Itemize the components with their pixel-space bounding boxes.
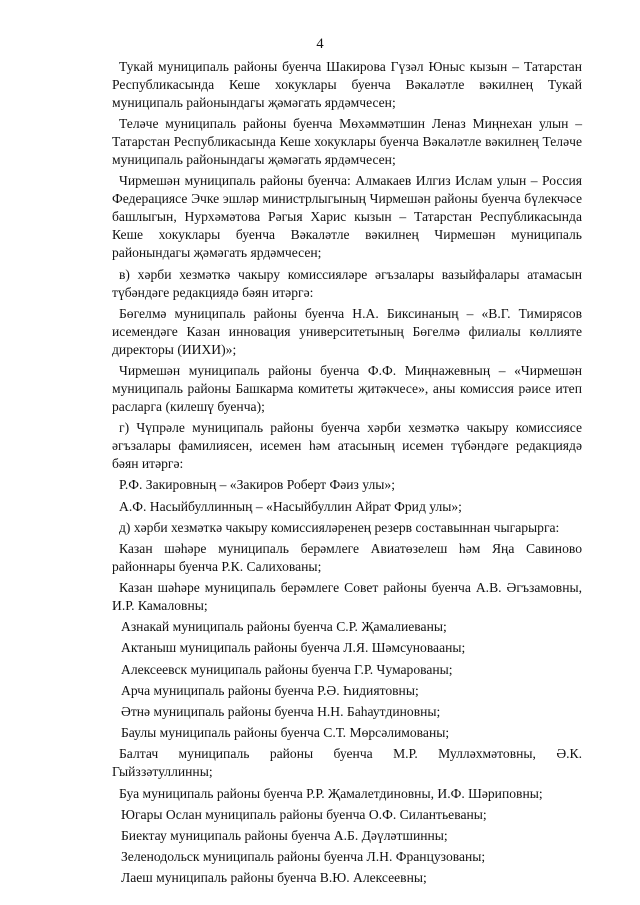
list-item: Биектау муниципаль районы буенча А.Б. Дәүләтшинны; [121, 827, 448, 843]
paragraph: Р.Ф. Закировның – «Закиров Роберт Фәиз улы»; [119, 477, 395, 493]
list-item: Лаеш муниципаль районы буенча В.Ю. Алексеевны; [121, 870, 427, 886]
list-item: Азнакай муниципаль районы буенча С.Р. Җамалиеваны; [121, 619, 447, 635]
paragraph: Казан шәһәре муниципаль берәмлеге Авиатөзелеш һәм Яңа Савиново районнары буенча Р.К. Салихованы; [112, 540, 582, 574]
paragraph: Чирмешән муниципаль районы буенча Ф.Ф. Миңнажевның – «Чирмешән муниципаль районы Башкарма комитеты җитәкчесе», аны комиссия рәисе итеп расларга (килешү буенча); [112, 362, 582, 414]
list-item: Алексеевск муниципаль районы буенча Г.Р. Чумарованы; [121, 661, 453, 677]
paragraph: Чирмешән муниципаль районы буенча: Алмакаев Илгиз Ислам улын – Россия Федерациясе Эчке эшләр министрлыгының Чирмешән районы буенча бүлекчәсе башлыгын, Нурхәмәтова Рәгыя Харис кызын – Татарстан Республикасында Кеше хокуклары буенча Вәкаләтле вәкилнең Чирмешән муниципаль районындагы җәмәгать ярдәмчесен; [112, 173, 582, 261]
page-number: 4 [316, 36, 324, 52]
paragraph: г) Чүпрәле муниципаль районы буенча хәрби хезмәткә чакыру комиссиясе әгъзалары фамилиясен, исемен һәм атасының исемен түбәндәге редакциядә бәян итәргә: [112, 420, 582, 472]
paragraph: А.Ф. Насыйбуллинның – «Насыйбуллин Айрат Фрид улы»; [119, 498, 462, 514]
list-item: Актаныш муниципаль районы буенча Л.Я. Шәмсуновааны; [121, 640, 466, 656]
paragraph: Бөгелмә муниципаль районы буенча Н.А. Биксинаның – «В.Г. Тимирясов исемендәге Казан инновация университетының Бөгелмә филиалы көллияте директоры (ИИХИ)»; [112, 305, 582, 357]
paragraph: Буа муниципаль районы буенча Р.Р. Җамалетдиновны, И.Ф. Шәриповны; [119, 785, 543, 801]
list-item: Югары Ослан муниципаль районы буенча О.Ф. Силантьеваны; [121, 806, 487, 822]
paragraph: Балтач муниципаль районы буенча М.Р. Мулләхмәтовны, Ә.К. Гыйззәтуллинны; [112, 746, 582, 780]
paragraph: в) хәрби хезмәткә чакыру комиссияләре әгъзалары вазыйфалары атамасын түбәндәге редакциядә бәян итәргә: [112, 266, 582, 300]
document-body [112, 58, 582, 891]
list-item: Баулы муниципаль районы буенча С.Т. Мөрсәлимованы; [121, 725, 450, 741]
paragraph: Теләче муниципаль районы буенча Мөхәммәтшин Леназ Миңнехан улын – Татарстан Республикасында Кеше хокуклары буенча Вәкаләтле вәкилнең Теләче муниципаль районындагы җәмәгать ярдәмчесен; [112, 116, 582, 168]
paragraph: Казан шәһәре муниципаль берәмлеге Совет районы буенча А.В. Әгъзамовны, И.Р. Камаловны; [112, 580, 582, 614]
paragraph: д) хәрби хезмәткә чакыру комиссияләренең резерв составыннан чыгарырга: [119, 519, 560, 535]
list-item: Арча муниципаль районы буенча Р.Ә. Һидиятовны; [121, 682, 419, 698]
list-item: Зеленодольск муниципаль районы буенча Л.Н. Французованы; [121, 849, 486, 865]
list-item: Әтнә муниципаль районы буенча Н.Н. Баһаутдиновны; [121, 704, 441, 719]
paragraph: Тукай муниципаль районы буенча Шакирова Гүзәл Юныс кызын – Татарстан Республикасында Кеше хокуклары буенча Вәкаләтле вәкилнең Тукай муниципаль районындагы җәмәгать ярдәмчесен; [112, 59, 582, 110]
